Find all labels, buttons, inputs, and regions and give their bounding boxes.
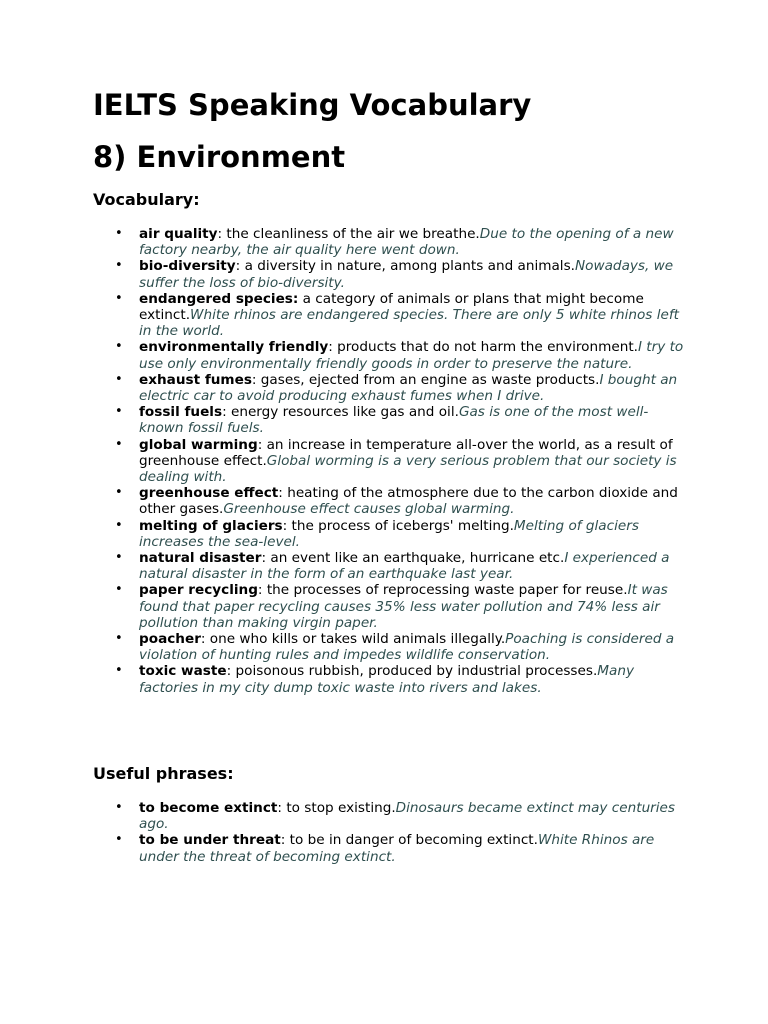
section-title: 8) Environment xyxy=(93,140,346,174)
vocabulary-term: poacher xyxy=(139,631,201,648)
vocabulary-term: natural disaster xyxy=(139,550,262,567)
vocabulary-definition: : an event like an earthquake, hurricane etc. xyxy=(261,550,565,567)
bullet-icon: • xyxy=(115,290,123,306)
vocabulary-term: exhaust fumes xyxy=(139,371,252,388)
vocabulary-example: I bought an electric car to avoid producing exhaust fumes when I drive. xyxy=(139,371,678,405)
vocabulary-definition: : energy resources like gas and oil. xyxy=(222,404,459,421)
vocabulary-example: It was found that paper recycling causes 35% less water pollution and 74% less air pollution than making virgin paper. xyxy=(139,582,668,631)
vocabulary-item xyxy=(93,582,684,631)
vocabulary-term: melting of glaciers xyxy=(139,517,283,534)
phrase-item xyxy=(93,832,684,864)
bullet-icon: • xyxy=(115,404,123,420)
phrases-heading: Useful phrases: xyxy=(93,763,234,783)
vocabulary-item xyxy=(93,485,684,517)
bullet-icon: • xyxy=(115,832,123,848)
bullet-icon: • xyxy=(115,663,123,679)
vocabulary-definition: : the process of icebergs' melting. xyxy=(282,517,514,534)
bullet-icon: • xyxy=(115,226,123,241)
phrase-definition: : to stop existing. xyxy=(277,799,396,816)
vocabulary-item xyxy=(93,550,684,582)
vocabulary-definition: : heating of the atmosphere due to the carbon dioxide and other gases. xyxy=(139,485,678,518)
vocabulary-definition: : one who kills or takes wild animals illegally. xyxy=(200,631,506,648)
vocabulary-definition: : gases, ejected from an engine as waste products. xyxy=(251,371,600,388)
vocabulary-item xyxy=(93,291,684,340)
bullet-icon: • xyxy=(115,258,123,274)
phrase-term: to be under threat xyxy=(139,832,281,849)
vocabulary-example: Global worming is a very serious problem that our society is dealing with. xyxy=(139,452,677,486)
vocabulary-term: fossil fuels xyxy=(139,404,223,421)
phrase-item xyxy=(93,800,684,832)
vocabulary-term: endangered species: xyxy=(139,290,299,307)
bullet-icon: • xyxy=(115,582,123,598)
phrase-example: Dinosaurs became extinct may centuries ago. xyxy=(139,799,675,833)
vocabulary-example: I experienced a natural disaster in the form of an earthquake last year. xyxy=(139,550,670,583)
vocabulary-example: I try to use only environmentally friendly goods in order to preserve the nature. xyxy=(139,339,684,372)
vocabulary-item xyxy=(93,226,684,258)
bullet-icon: • xyxy=(115,485,123,501)
vocabulary-example: Melting of glaciers increases the sea-level. xyxy=(139,517,639,550)
vocabulary-item xyxy=(93,437,684,486)
vocabulary-heading: Vocabulary: xyxy=(93,190,200,209)
document-page xyxy=(93,84,683,865)
vocabulary-definition: : products that do not harm the environment. xyxy=(328,339,638,356)
vocabulary-item xyxy=(93,372,684,404)
vocabulary-term: toxic waste xyxy=(139,663,227,680)
vocabulary-definition: : a diversity in nature, among plants and animals. xyxy=(235,258,575,275)
vocabulary-example: Gas is one of the most well-known fossil fuels. xyxy=(139,404,649,437)
vocabulary-item xyxy=(93,663,684,695)
vocabulary-term: paper recycling xyxy=(139,582,258,599)
bullet-icon: • xyxy=(115,631,123,647)
bullet-icon: • xyxy=(115,339,123,355)
vocabulary-definition: : an increase in temperature all-over the world, as a result of greenhouse effect. xyxy=(139,436,673,469)
vocabulary-example: Nowadays, we suffer the loss of bio-diversity. xyxy=(139,258,674,291)
vocabulary-definition: : poisonous rubbish, produced by industrial processes. xyxy=(226,663,598,680)
vocabulary-definition: : the processes of reprocessing waste paper for reuse. xyxy=(257,582,628,599)
vocabulary-definition: a category of animals or plans that might become extinct. xyxy=(139,290,644,324)
bullet-icon: • xyxy=(115,550,123,566)
bullet-icon: • xyxy=(115,436,123,452)
bullet-icon: • xyxy=(115,371,123,387)
vocabulary-term: environmentally friendly xyxy=(139,339,329,356)
vocabulary-example: Due to the opening of a new factory nearby, the air quality here went down. xyxy=(139,226,674,259)
vocabulary-term: bio-diversity xyxy=(139,258,236,275)
bullet-icon: • xyxy=(115,799,123,815)
vocabulary-item xyxy=(93,631,684,663)
page-title: IELTS Speaking Vocabulary xyxy=(93,88,532,122)
phrase-term: to become extinct xyxy=(139,799,278,816)
vocabulary-example: Poaching is considered a violation of hunting rules and impedes wildlife conservation. xyxy=(139,631,675,664)
bullet-icon: • xyxy=(115,517,123,533)
vocabulary-item xyxy=(93,404,684,436)
vocabulary-term: greenhouse effect xyxy=(139,485,279,502)
vocabulary-item xyxy=(93,339,684,371)
vocabulary-definition: : the cleanliness of the air we breathe. xyxy=(217,226,480,242)
phrase-definition: : to be in danger of becoming extinct. xyxy=(280,832,538,849)
vocabulary-term: air quality xyxy=(139,226,218,242)
phrases-list xyxy=(93,800,683,865)
phrase-example: White Rhinos are under the threat of becoming extinct. xyxy=(139,832,655,865)
vocabulary-item xyxy=(93,258,684,290)
vocabulary-example: Many factories in my city dump toxic waste into rivers and lakes. xyxy=(139,663,635,696)
vocabulary-list xyxy=(93,226,683,696)
vocabulary-term: global warming xyxy=(139,436,258,453)
vocabulary-example: Greenhouse effect causes global warming. xyxy=(223,501,515,518)
vocabulary-example: White rhinos are endangered species. There are only 5 white rhinos left in the world. xyxy=(139,307,679,340)
vocabulary-item xyxy=(93,518,684,550)
